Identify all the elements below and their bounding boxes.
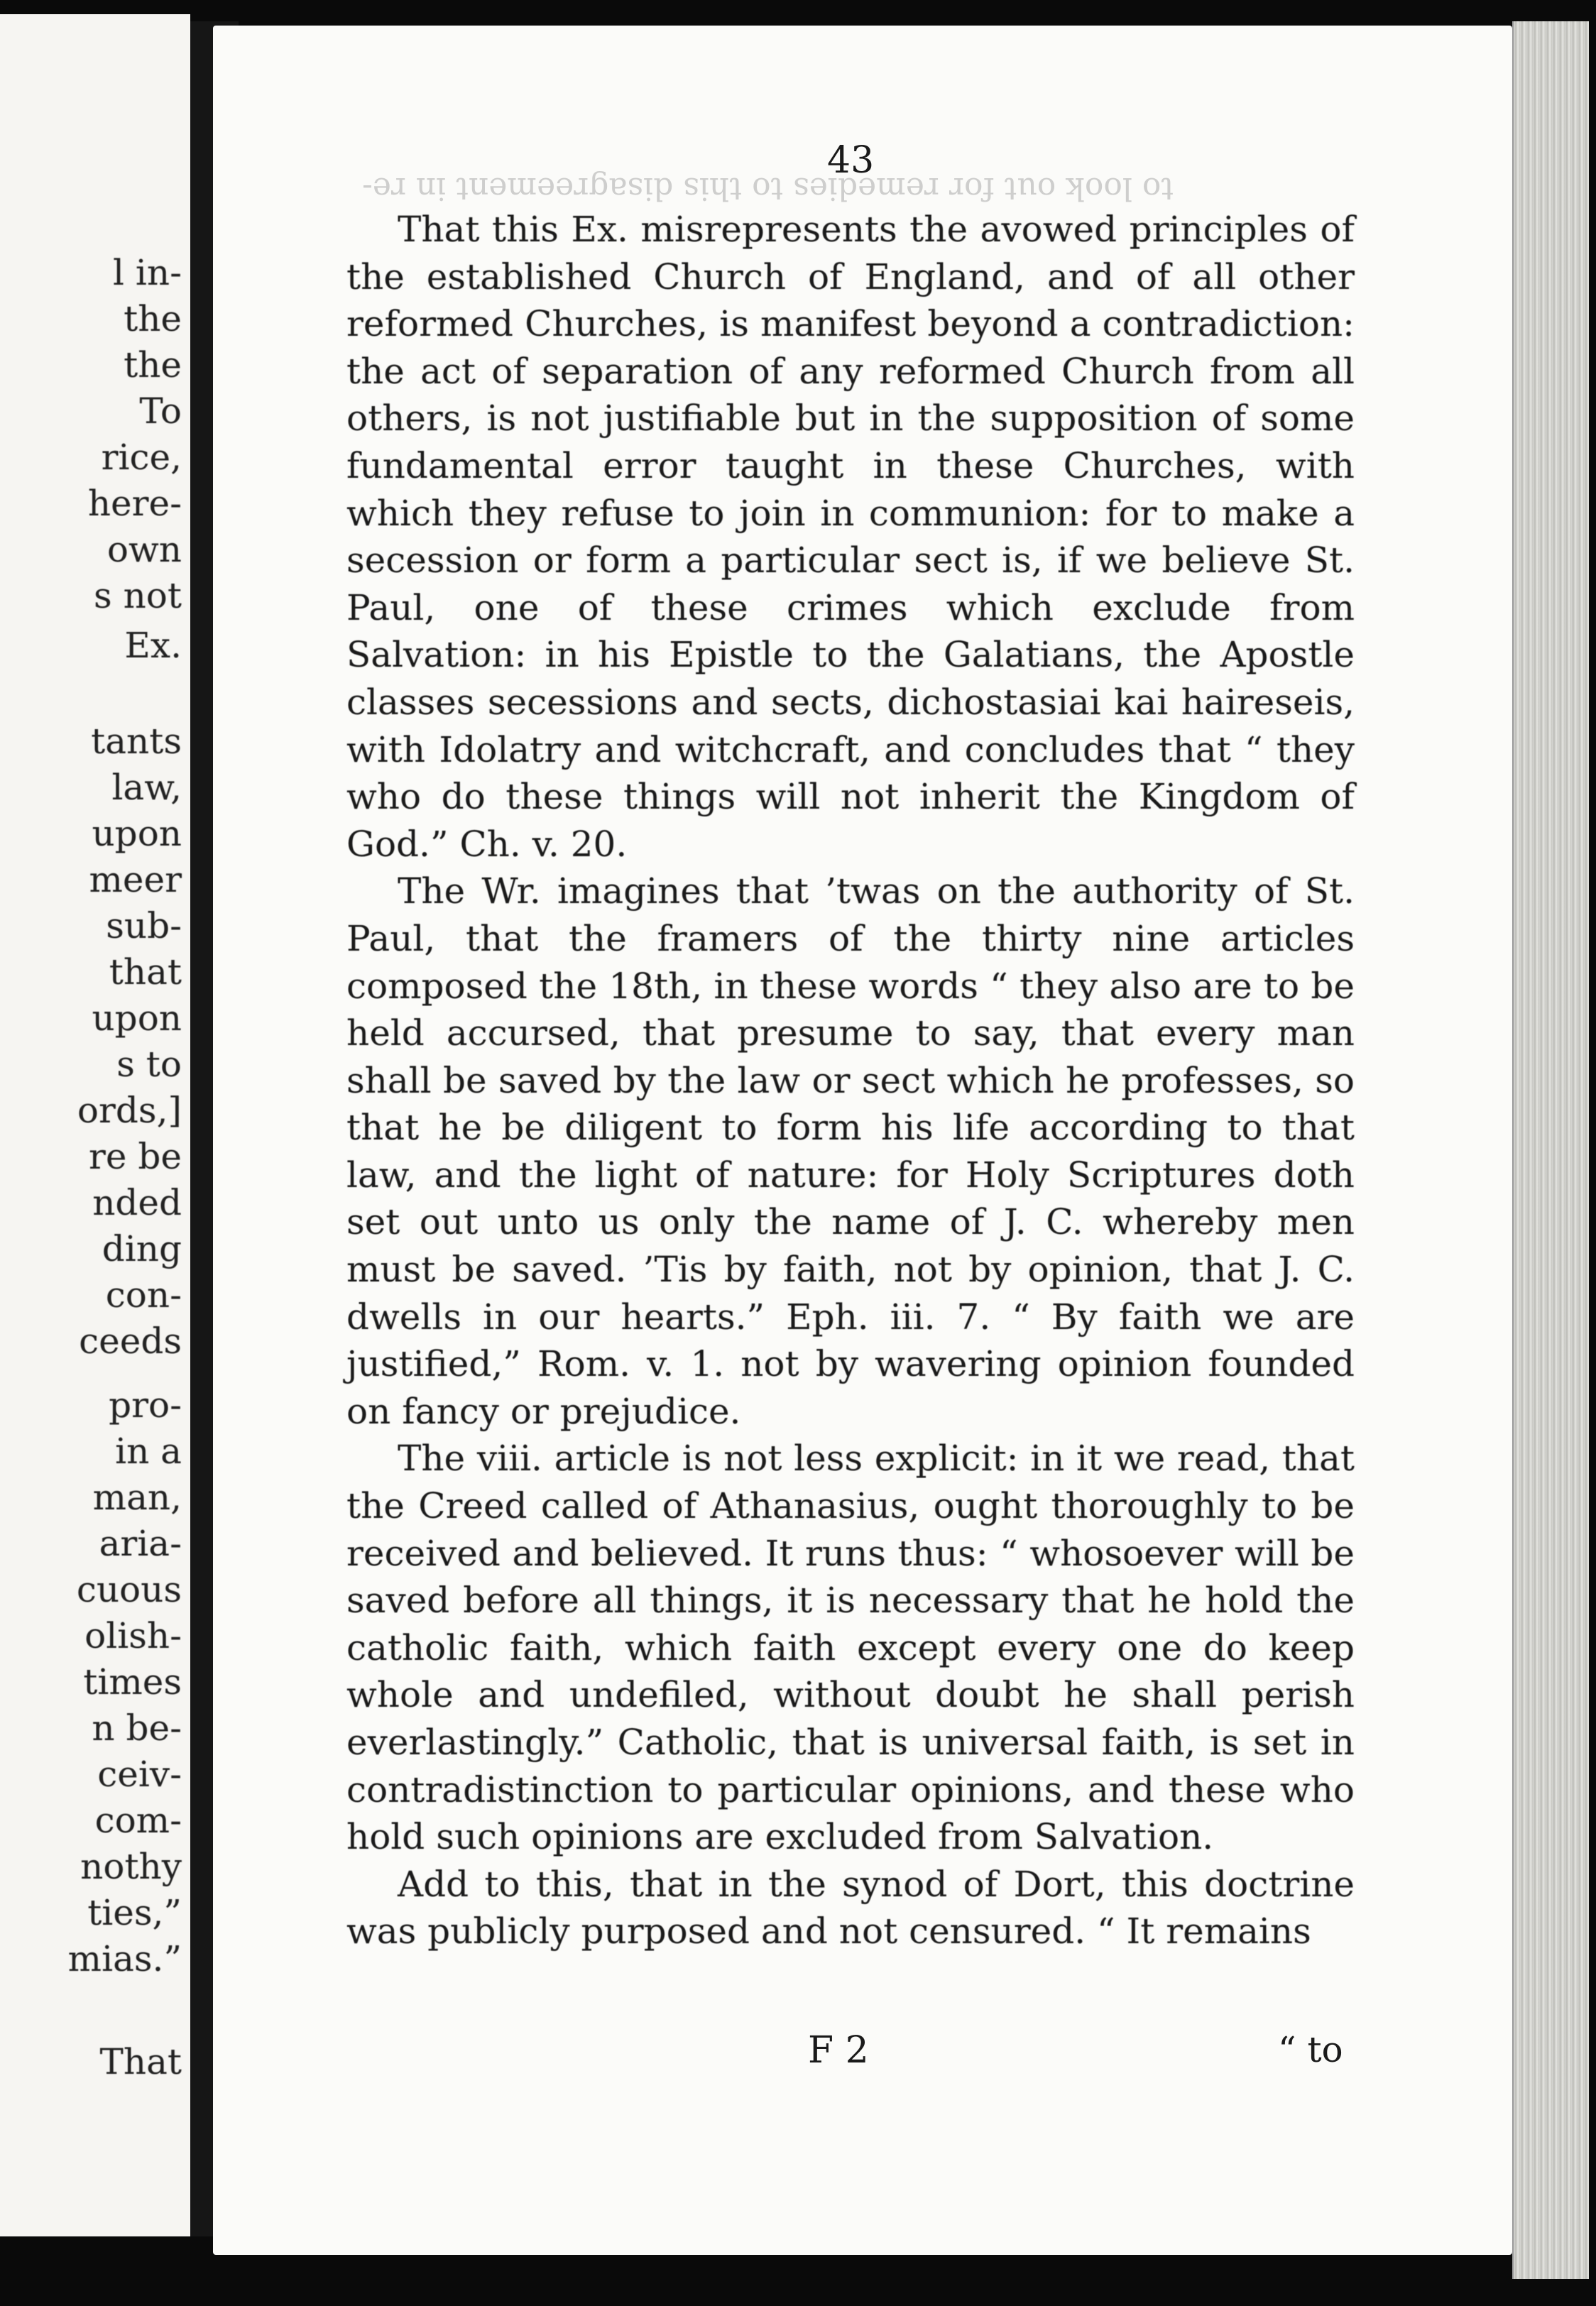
facing-page-fragment: olish- bbox=[84, 1615, 182, 1656]
facing-page-fragment: tants bbox=[91, 721, 182, 762]
facing-page-fragment: that bbox=[109, 951, 182, 993]
facing-page-left bbox=[0, 14, 190, 2236]
facing-page-fragment: upon bbox=[92, 998, 182, 1039]
paragraph: The viii. article is not less explicit: in it we read, that the Creed called of Athanasius, ought thoroughly to be received and believed. It runs thus: “ whosoever will be saved before all things, it is necessary that he hold the catholic faith, which faith except every one do keep whole and undefiled, without doubt he shall perish everlastingly.” Catholic, that is universal faith, is set in contradistinction to particular opinions, and these who hold such opinions are excluded from Salvation. bbox=[346, 1438, 1355, 1858]
paragraph: That this Ex. misrepresents the avowed principles of the established Church of England, and of all other reformed Churches, is manifest beyond a contradiction: the act of separation of any reformed Church from all others, is not justifiable but in the supposition of some fundamental error taught in these Churches, with which they refuse to join in communion: for to make a secession or form a particular sect is, if we believe St. Paul, one of these crimes which exclude from Salvation: in his Epistle to the Galatians, the Apostle classes secessions and sects, dichostasiai kai haireseis, with Idolatry and witchcraft, and concludes that “ they who do these things will not inherit the Kingdom of God.” Ch. v. 20. bbox=[346, 209, 1355, 865]
facing-page-fragment: pro- bbox=[109, 1384, 182, 1426]
facing-page-fragment: Ex. bbox=[124, 625, 182, 666]
facing-page-fragment: here- bbox=[87, 483, 182, 524]
facing-page-fragment: the bbox=[124, 298, 182, 339]
catchword: “ to bbox=[1278, 2029, 1343, 2070]
facing-page-fragment: That bbox=[99, 2041, 182, 2082]
facing-page-fragment: mias.” bbox=[67, 1938, 182, 1979]
page-edges bbox=[1512, 21, 1589, 2279]
facing-page-fragment: n be- bbox=[92, 1707, 182, 1749]
facing-page-fragment: nothy bbox=[80, 1846, 182, 1887]
facing-page-fragment: own bbox=[106, 529, 182, 570]
facing-page-fragment: the bbox=[124, 344, 182, 386]
facing-page-fragment: ding bbox=[102, 1228, 182, 1269]
facing-page-fragment: To bbox=[139, 390, 182, 432]
facing-page-fragment: ords,] bbox=[77, 1090, 182, 1131]
facing-page-fragment: ceiv- bbox=[97, 1754, 182, 1795]
facing-page-fragment: com- bbox=[94, 1800, 182, 1841]
facing-page-fragment: in a bbox=[115, 1431, 182, 1472]
facing-page-fragment: con- bbox=[105, 1274, 182, 1316]
facing-page-fragment: s not bbox=[94, 575, 182, 616]
paragraph: The Wr. imagines that ’twas on the authority of St. Paul, that the framers of the thirty nine articles composed the 18th, in these words “ they also are to be held accursed, that presume to say, that every man shall be saved by the law or sect which he professes, so that he be diligent to form his life according to that law, and the light of nature: for Holy Scriptures doth set out unto us only the name of J. C. whereby men must be saved. ’Tis by faith, not by opinion, that J. C. dwells in our hearts.” Eph. iii. 7. “ By faith we are justified,” Rom. v. 1. not by wavering opinion founded on fancy or prejudice. bbox=[346, 870, 1355, 1432]
facing-page-fragment: man, bbox=[92, 1477, 182, 1518]
signature-mark: F 2 bbox=[808, 2029, 869, 2072]
facing-page-fragment: nded bbox=[92, 1182, 182, 1223]
facing-page-fragment: upon bbox=[92, 813, 182, 854]
bleed-through-text: to look out for remedies to this disagreement in re- bbox=[362, 170, 1174, 207]
facing-page-fragment: sub- bbox=[106, 905, 182, 946]
body-text bbox=[346, 206, 1355, 1955]
facing-page-fragment: s to bbox=[116, 1044, 182, 1085]
facing-page-fragment: ties,” bbox=[87, 1892, 182, 1933]
facing-page-fragment: re be bbox=[89, 1136, 182, 1177]
paragraph: Add to this, that in the synod of Dort, this doctrine was publicly purposed and not censured. “ It remains bbox=[346, 1863, 1355, 1952]
facing-page-fragment: l in- bbox=[113, 252, 182, 293]
facing-page-fragment: aria- bbox=[99, 1523, 182, 1564]
facing-page-fragment: meer bbox=[89, 859, 182, 900]
facing-page-fragment: cuous bbox=[76, 1569, 182, 1610]
facing-page-fragment: rice, bbox=[101, 437, 182, 478]
facing-page-fragment: times bbox=[83, 1661, 182, 1703]
facing-page-fragment: law, bbox=[111, 767, 182, 808]
page-number: 43 bbox=[827, 139, 875, 182]
facing-page-fragment: ceeds bbox=[79, 1321, 182, 1362]
